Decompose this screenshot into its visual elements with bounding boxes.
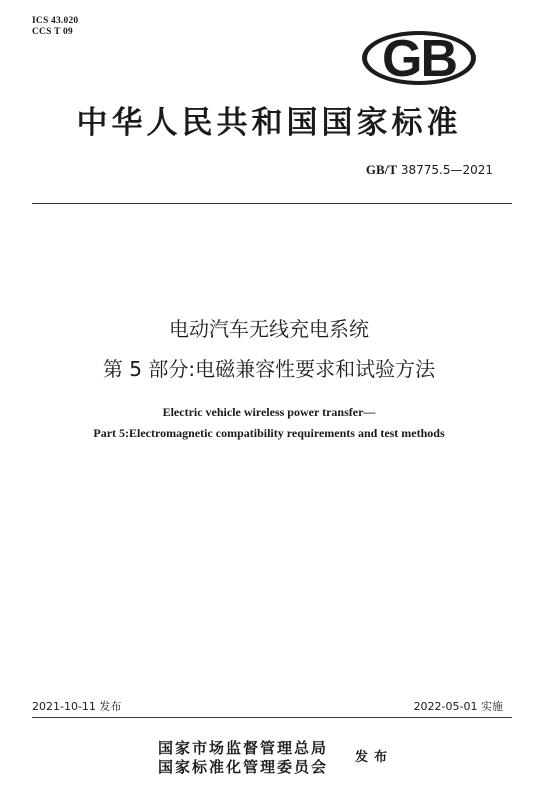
implementation-date: 2022-05-01 实施 [413, 700, 503, 713]
ccs-code: CCS T 09 [32, 27, 73, 37]
bottom-divider [32, 717, 512, 718]
standard-number-value: 38775.5—2021 [400, 163, 493, 177]
document-main-title: 中华人民共和国国家标准 [76, 105, 462, 141]
title-cn-line2: 第 5 部分:电磁兼容性要求和试验方法 [102, 357, 436, 381]
title-en-line2: Part 5:Electromagnetic compatibility requirements and test methods [93, 426, 445, 440]
gb-logo-text: GB [382, 30, 456, 88]
gb-logo [360, 28, 478, 88]
top-divider [32, 203, 512, 204]
title-en-line1: Electric vehicle wireless power transfer— [162, 405, 376, 419]
title-cn-line1: 电动汽车无线充电系统 [169, 317, 369, 341]
standard-number-prefix: GB/T [365, 162, 397, 177]
issuer-line1: 国家市场监督管理总局 [158, 739, 329, 757]
issue-date: 2021-10-11 发布 [32, 700, 122, 713]
publish-label: 发布 [355, 750, 394, 765]
ics-code: ICS 43.020 [32, 16, 79, 26]
issuer-line2: 国家标准化管理委员会 [158, 758, 329, 776]
standard-number [366, 162, 493, 178]
